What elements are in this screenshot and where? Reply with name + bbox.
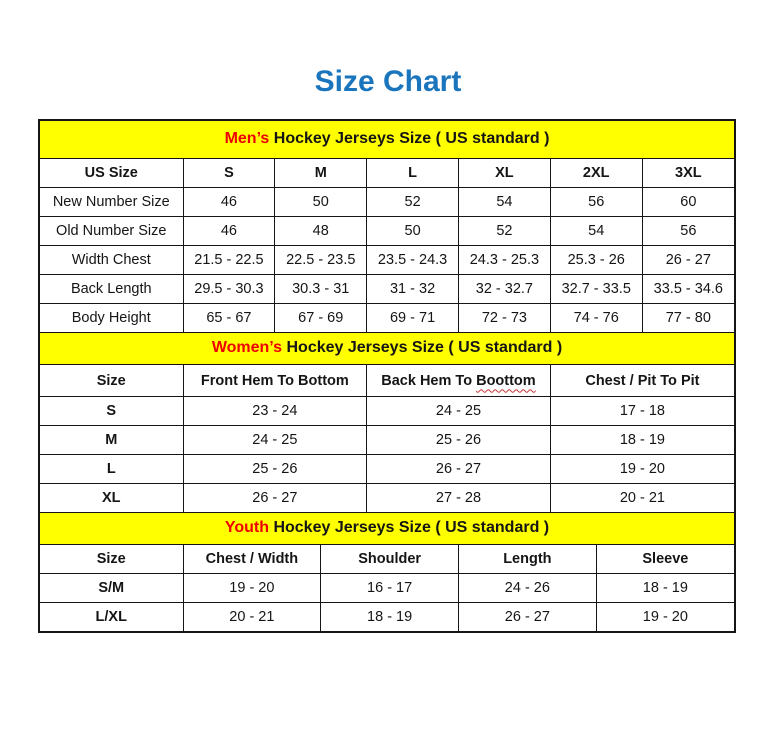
cell: 29.5 - 30.3: [183, 275, 275, 304]
table-row-womens-xl: [40, 484, 734, 513]
cell: 21.5 - 22.5: [183, 246, 275, 275]
cell: 69 - 71: [367, 304, 459, 333]
womens-band-text: Hockey Jerseys Size ( US standard ): [282, 339, 563, 356]
table-row-old-number-size: [40, 217, 734, 246]
table-row-back-length: [40, 275, 734, 304]
cell: 65 - 67: [183, 304, 275, 333]
table-row-width-chest: [40, 246, 734, 275]
youth-table-title-band: [40, 512, 734, 545]
cell: 22.5 - 23.5: [275, 246, 367, 275]
cell: 60: [642, 188, 734, 217]
row-label: M: [40, 426, 183, 455]
youth-header-row: [40, 545, 734, 574]
cell: 77 - 80: [642, 304, 734, 333]
row-label: New Number Size: [40, 188, 183, 217]
mens-highlight-label: Men’s: [224, 130, 270, 147]
womens-size-section: [40, 332, 734, 512]
cell: 23 - 24: [183, 397, 367, 426]
misspelled-word-underlined: Boottom: [476, 372, 536, 389]
cell: 32.7 - 33.5: [550, 275, 642, 304]
cell: 56: [642, 217, 734, 246]
cell: 19 - 20: [596, 603, 734, 632]
column-header-front-hem: Front Hem To Bottom: [183, 365, 367, 397]
row-label: Body Height: [40, 304, 183, 333]
column-header-xl: XL: [458, 159, 550, 188]
cell: 46: [183, 188, 275, 217]
cell: 16 - 17: [321, 574, 459, 603]
table-row-new-number-size: [40, 188, 734, 217]
youth-highlight-label: Youth: [224, 519, 269, 536]
cell: 25.3 - 26: [550, 246, 642, 275]
youth-band-text: Hockey Jerseys Size ( US standard ): [269, 519, 550, 536]
mens-band-text: Hockey Jerseys Size ( US standard ): [269, 130, 550, 147]
cell: 24 - 25: [183, 426, 367, 455]
cell: 17 - 18: [550, 397, 734, 426]
womens-highlight-label: Women’s: [211, 339, 283, 356]
cell: 19 - 20: [550, 455, 734, 484]
cell: 50: [275, 188, 367, 217]
table-row-youth-lxl: [40, 603, 734, 632]
page-title: Size Chart: [314, 65, 462, 98]
table-row-womens-s: [40, 397, 734, 426]
cell: 46: [183, 217, 275, 246]
cell: 26 - 27: [459, 603, 597, 632]
cell: 18 - 19: [596, 574, 734, 603]
cell: 18 - 19: [321, 603, 459, 632]
womens-table-title-band: [40, 332, 734, 365]
column-header-size: Size: [40, 545, 183, 574]
cell: 67 - 69: [275, 304, 367, 333]
mens-size-table: [40, 159, 734, 332]
youth-size-section: [40, 512, 734, 631]
cell: 52: [458, 217, 550, 246]
womens-header-row: [40, 365, 734, 397]
cell: 18 - 19: [550, 426, 734, 455]
table-row-womens-m: [40, 426, 734, 455]
row-label: S/M: [40, 574, 183, 603]
cell: 24 - 25: [367, 397, 551, 426]
cell: 20 - 21: [183, 603, 321, 632]
cell: 26 - 27: [642, 246, 734, 275]
cell: 52: [367, 188, 459, 217]
column-header-sleeve: Sleeve: [596, 545, 734, 574]
cell: 72 - 73: [458, 304, 550, 333]
size-chart-page: [0, 64, 776, 633]
column-header-shoulder: Shoulder: [321, 545, 459, 574]
cell: 24.3 - 25.3: [458, 246, 550, 275]
cell: 25 - 26: [183, 455, 367, 484]
mens-table-title-band: [40, 121, 734, 159]
cell: 19 - 20: [183, 574, 321, 603]
mens-header-row: [40, 159, 734, 188]
row-label: XL: [40, 484, 183, 513]
cell: 56: [550, 188, 642, 217]
cell: 20 - 21: [550, 484, 734, 513]
cell: 26 - 27: [183, 484, 367, 513]
cell: 54: [458, 188, 550, 217]
size-chart-tables: [38, 119, 736, 633]
back-hem-prefix: Back Hem To: [381, 372, 477, 389]
column-header-m: M: [275, 159, 367, 188]
row-label: L: [40, 455, 183, 484]
cell: 23.5 - 24.3: [367, 246, 459, 275]
cell: 31 - 32: [367, 275, 459, 304]
cell: 32 - 32.7: [458, 275, 550, 304]
column-header-chest-width: Chest / Width: [183, 545, 321, 574]
table-row-body-height: [40, 304, 734, 333]
row-label: L/XL: [40, 603, 183, 632]
column-header-us-size: US Size: [40, 159, 183, 188]
cell: 74 - 76: [550, 304, 642, 333]
cell: 30.3 - 31: [275, 275, 367, 304]
column-header-3xl: 3XL: [642, 159, 734, 188]
youth-size-table: [40, 545, 734, 631]
cell: 25 - 26: [367, 426, 551, 455]
mens-size-section: [40, 121, 734, 332]
cell: 54: [550, 217, 642, 246]
cell: 26 - 27: [367, 455, 551, 484]
column-header-l: L: [367, 159, 459, 188]
cell: 24 - 26: [459, 574, 597, 603]
row-label: Old Number Size: [40, 217, 183, 246]
cell: 27 - 28: [367, 484, 551, 513]
cell: 48: [275, 217, 367, 246]
column-header-size: Size: [40, 365, 183, 397]
cell: 33.5 - 34.6: [642, 275, 734, 304]
column-header-length: Length: [459, 545, 597, 574]
row-label: S: [40, 397, 183, 426]
cell: 50: [367, 217, 459, 246]
row-label: Back Length: [40, 275, 183, 304]
column-header-back-hem: [367, 365, 551, 397]
row-label: Width Chest: [40, 246, 183, 275]
table-row-youth-sm: [40, 574, 734, 603]
column-header-2xl: 2XL: [550, 159, 642, 188]
womens-size-table: [40, 365, 734, 512]
table-row-womens-l: [40, 455, 734, 484]
column-header-s: S: [183, 159, 275, 188]
column-header-chest-pit: Chest / Pit To Pit: [550, 365, 734, 397]
